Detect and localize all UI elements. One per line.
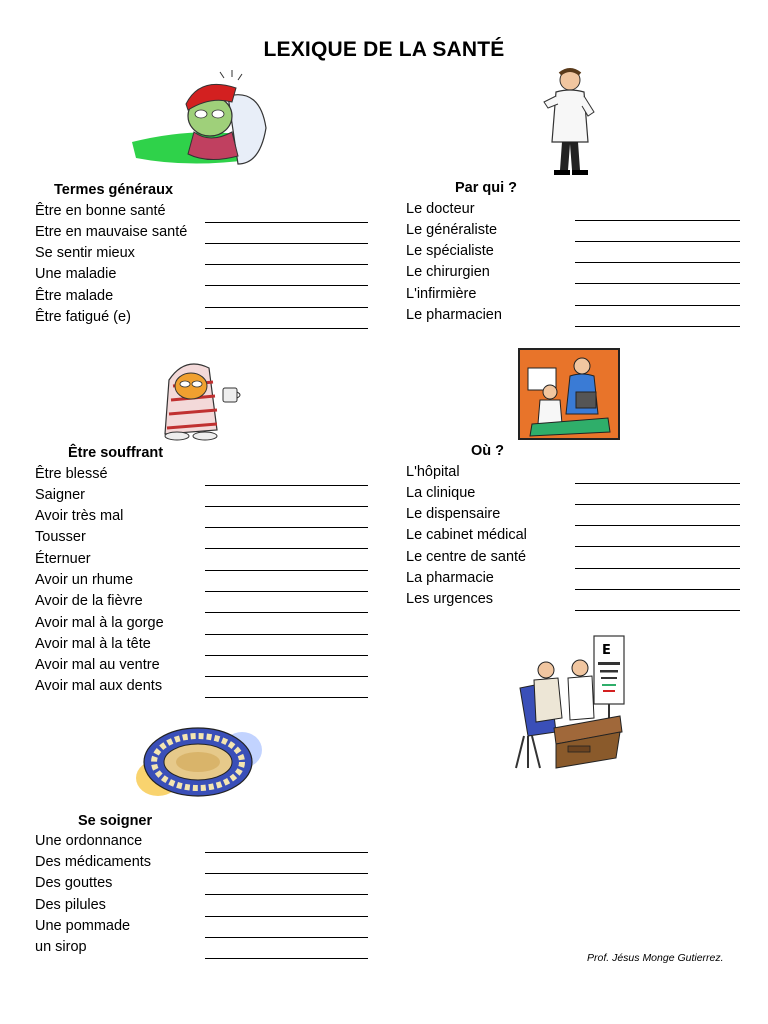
term-label: Le généraliste (406, 222, 498, 238)
term-label: L'infirmière (406, 286, 477, 302)
answer-line[interactable] (205, 873, 368, 874)
term-label: Saigner (35, 487, 85, 503)
list-item (35, 875, 375, 896)
list-item (406, 307, 746, 328)
term-label: Le pharmacien (406, 307, 502, 323)
term-label: Le chirurgien (406, 264, 490, 280)
term-label: Des gouttes (35, 875, 113, 891)
term-label: Avoir de la fièvre (35, 593, 143, 609)
section-heading: Termes généraux (54, 182, 174, 198)
answer-line[interactable] (575, 589, 740, 590)
term-label: Une maladie (35, 266, 117, 282)
answer-line[interactable] (205, 676, 368, 677)
list-item (406, 549, 746, 570)
term-label: Le docteur (406, 201, 475, 217)
answer-line[interactable] (205, 894, 368, 895)
section-ou (406, 443, 746, 618)
section-termes-generaux (35, 182, 375, 332)
answer-line[interactable] (205, 852, 368, 853)
list-item (35, 636, 375, 657)
list-item (35, 897, 375, 918)
term-label: Une ordonnance (35, 833, 143, 849)
pill-pack-icon (132, 716, 266, 808)
answer-line[interactable] (205, 264, 368, 265)
term-label: Être en bonne santé (35, 203, 166, 219)
list-item (35, 939, 375, 960)
list-item (406, 264, 746, 285)
list-item (35, 266, 375, 287)
list-item (35, 918, 375, 939)
svg-text:E: E (602, 643, 611, 658)
list-item (35, 508, 375, 529)
sick-person-in-bed-icon (128, 68, 273, 176)
answer-line[interactable] (575, 610, 740, 611)
term-label: Le dispensaire (406, 506, 501, 522)
list-item (406, 570, 746, 591)
answer-line[interactable] (205, 527, 368, 528)
term-label: Etre en mauvaise santé (35, 224, 188, 240)
answer-line[interactable] (205, 937, 368, 938)
answer-line[interactable] (205, 612, 368, 613)
list-item (35, 572, 375, 593)
answer-line[interactable] (575, 241, 740, 242)
answer-line[interactable] (575, 546, 740, 547)
answer-line[interactable] (205, 243, 368, 244)
term-label: Avoir très mal (35, 508, 124, 524)
answer-line[interactable] (575, 305, 740, 306)
list-item (35, 529, 375, 550)
list-item (406, 485, 746, 506)
answer-line[interactable] (575, 220, 740, 221)
eye-exam-icon (510, 632, 628, 772)
term-label: Avoir mal au ventre (35, 657, 160, 673)
list-item (35, 657, 375, 678)
term-label: Les urgences (406, 591, 494, 607)
list-item (406, 527, 746, 548)
list-item (406, 286, 746, 307)
answer-line[interactable] (205, 958, 368, 959)
section-par-qui (406, 180, 746, 330)
list-item (35, 551, 375, 572)
term-label: Des pilules (35, 897, 106, 913)
answer-line[interactable] (575, 483, 740, 484)
list-item (35, 833, 375, 854)
answer-line[interactable] (205, 916, 368, 917)
term-label: Avoir un rhume (35, 572, 134, 588)
list-item (406, 201, 746, 222)
term-label: La clinique (406, 485, 476, 501)
author-credit: Prof. Jésus Monge Gutierrez. (587, 952, 724, 964)
list-item (406, 464, 746, 485)
answer-line[interactable] (575, 283, 740, 284)
answer-line[interactable] (205, 591, 368, 592)
list-item (406, 506, 746, 527)
term-label: Avoir mal à la gorge (35, 615, 164, 631)
list-item (35, 466, 375, 487)
answer-line[interactable] (205, 697, 368, 698)
term-label: La pharmacie (406, 570, 494, 586)
answer-line[interactable] (205, 570, 368, 571)
doctor-icon (540, 66, 602, 178)
section-heading: Être souffrant (68, 445, 164, 461)
list-item (35, 288, 375, 309)
list-item (35, 593, 375, 614)
answer-line[interactable] (205, 307, 368, 308)
answer-line[interactable] (205, 222, 368, 223)
answer-line[interactable] (575, 326, 740, 327)
answer-line[interactable] (205, 328, 368, 329)
answer-line[interactable] (205, 655, 368, 656)
term-label: Le cabinet médical (406, 527, 527, 543)
answer-line[interactable] (575, 504, 740, 505)
page-title: LEXIQUE DE LA SANTÉ (263, 38, 505, 61)
list-item (35, 224, 375, 245)
term-label: Être malade (35, 288, 114, 304)
list-item (35, 678, 375, 699)
section-heading: Où ? (471, 443, 505, 459)
answer-line[interactable] (205, 548, 368, 549)
answer-line[interactable] (205, 485, 368, 486)
section-se-soigner (35, 813, 375, 968)
list-item (406, 591, 746, 612)
term-label: un sirop (35, 939, 87, 955)
term-label: Se sentir mieux (35, 245, 135, 261)
sick-cat-icon (155, 350, 245, 442)
list-item (35, 245, 375, 266)
section-etre-souffrant (35, 445, 375, 705)
list-item (35, 487, 375, 508)
list-item (35, 203, 375, 224)
term-label: Tousser (35, 529, 86, 545)
term-label: Avoir mal aux dents (35, 678, 163, 694)
answer-line[interactable] (205, 506, 368, 507)
answer-line[interactable] (575, 568, 740, 569)
term-label: Une pommade (35, 918, 131, 934)
list-item (35, 309, 375, 330)
section-heading: Se soigner (78, 813, 153, 829)
list-item (406, 222, 746, 243)
list-item (35, 615, 375, 636)
term-label: Le spécialiste (406, 243, 494, 259)
answer-line[interactable] (205, 285, 368, 286)
term-label: L'hôpital (406, 464, 460, 480)
term-label: Le centre de santé (406, 549, 527, 565)
term-label: Éternuer (35, 551, 91, 567)
doctor-office-icon (518, 348, 620, 440)
list-item (406, 243, 746, 264)
answer-line[interactable] (205, 634, 368, 635)
section-heading: Par qui ? (455, 180, 518, 196)
term-label: Être blessé (35, 466, 108, 482)
term-label: Des médicaments (35, 854, 152, 870)
term-label: Avoir mal à la tête (35, 636, 151, 652)
answer-line[interactable] (575, 262, 740, 263)
list-item (35, 854, 375, 875)
term-label: Être fatigué (e) (35, 309, 131, 325)
answer-line[interactable] (575, 525, 740, 526)
